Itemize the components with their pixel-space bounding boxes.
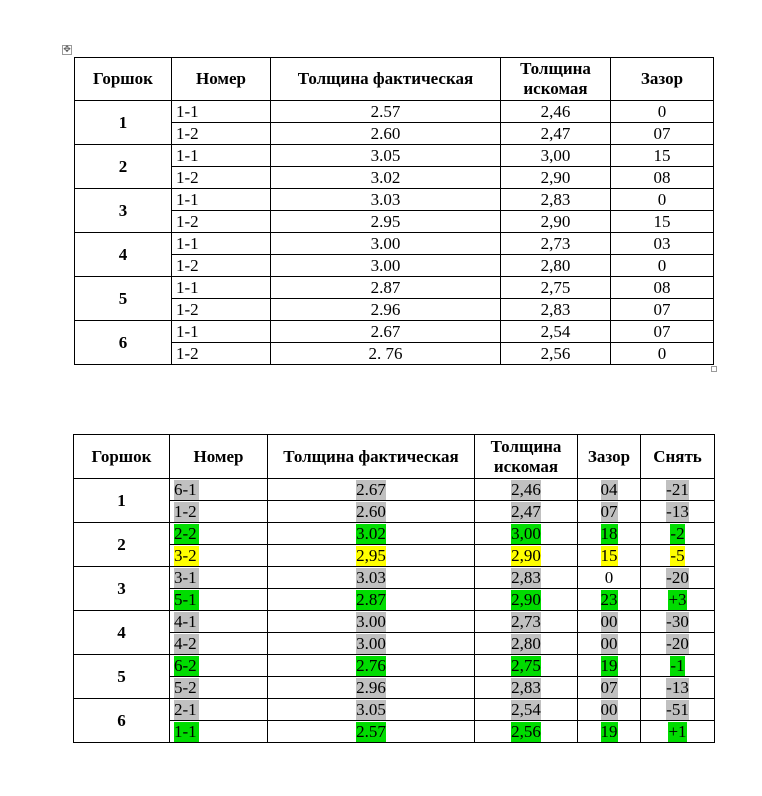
target-thickness: 2,90 — [501, 167, 611, 189]
table-row — [74, 699, 715, 721]
target-thickness: 2,46 — [501, 101, 611, 123]
gap-value: 15 — [611, 145, 714, 167]
gap-value-cell — [578, 721, 641, 743]
piece-number-cell — [170, 611, 268, 633]
table-resize-handle[interactable] — [711, 366, 717, 372]
remove-value-cell — [641, 479, 715, 501]
target-thickness: 2,54 — [501, 321, 611, 343]
table-row — [74, 589, 715, 611]
gap-value: 19 — [600, 721, 618, 741]
piece-number: 1-2 — [174, 501, 197, 521]
piece-number: 1-2 — [172, 211, 271, 233]
target-thickness: 2,73 — [511, 611, 541, 631]
actual-thickness: 2.76 — [356, 655, 386, 675]
gap-value: 00 — [600, 699, 618, 719]
remove-value: -21 — [666, 479, 689, 499]
target-thickness: 2,83 — [501, 299, 611, 321]
gap-value-cell — [578, 699, 641, 721]
table-row — [74, 523, 715, 545]
remove-value: -20 — [666, 567, 689, 587]
gap-value: 04 — [600, 479, 618, 499]
gap-value: 23 — [600, 589, 618, 609]
piece-number: 1-2 — [172, 123, 271, 145]
remove-value-cell — [641, 677, 715, 699]
remove-value-cell — [641, 721, 715, 743]
table-row — [75, 277, 714, 299]
target-thickness: 2,90 — [511, 589, 541, 609]
actual-thickness: 2.67 — [356, 479, 386, 499]
header-number: Номер — [172, 58, 271, 101]
piece-number: 5-1 — [174, 589, 197, 609]
remove-value-cell — [641, 633, 715, 655]
remove-value-cell — [641, 699, 715, 721]
piece-number-cell — [170, 545, 268, 567]
actual-thickness: 3.03 — [271, 189, 501, 211]
target-thickness-cell — [475, 479, 578, 501]
actual-thickness: 3.00 — [271, 233, 501, 255]
piece-number: 1-1 — [172, 277, 271, 299]
gap-value-cell — [578, 677, 641, 699]
table-row — [74, 501, 715, 523]
actual-thickness: 2.95 — [271, 211, 501, 233]
header-gap: Зазор — [578, 435, 641, 479]
gap-value: 07 — [600, 501, 618, 521]
piece-number-cell — [170, 677, 268, 699]
actual-thickness: 3.05 — [271, 145, 501, 167]
pot-label: 4 — [74, 611, 170, 655]
header-pot: Горшок — [75, 58, 172, 101]
target-thickness: 2,56 — [501, 343, 611, 365]
target-thickness-cell — [475, 655, 578, 677]
target-thickness: 2,73 — [501, 233, 611, 255]
actual-thickness-cell — [268, 633, 475, 655]
target-thickness-cell — [475, 523, 578, 545]
remove-value-cell — [641, 567, 715, 589]
actual-thickness: 2,95 — [356, 545, 386, 565]
piece-number: 4-1 — [174, 611, 197, 631]
remove-value: +3 — [668, 589, 687, 609]
pot-label: 1 — [75, 101, 172, 145]
table-row — [74, 545, 715, 567]
piece-number: 1-2 — [172, 167, 271, 189]
header-remove: Снять — [641, 435, 715, 479]
actual-thickness-cell — [268, 677, 475, 699]
actual-thickness-cell — [268, 523, 475, 545]
gap-value-cell — [578, 611, 641, 633]
actual-thickness-cell — [268, 721, 475, 743]
piece-number: 3-1 — [174, 567, 197, 587]
actual-thickness: 2.87 — [271, 277, 501, 299]
target-thickness-cell — [475, 677, 578, 699]
target-thickness: 2,75 — [511, 655, 541, 675]
table-row — [75, 145, 714, 167]
header-number: Номер — [170, 435, 268, 479]
table-row — [75, 189, 714, 211]
piece-number: 3-2 — [174, 545, 197, 565]
actual-thickness: 2.60 — [356, 501, 386, 521]
piece-number: 1-2 — [172, 255, 271, 277]
actual-thickness: 2.60 — [271, 123, 501, 145]
pot-label: 6 — [75, 321, 172, 365]
actual-thickness: 2.96 — [356, 677, 386, 697]
target-thickness-cell — [475, 633, 578, 655]
actual-thickness-cell — [268, 501, 475, 523]
target-thickness: 2,90 — [511, 545, 541, 565]
table-row — [74, 655, 715, 677]
remove-value: -1 — [670, 655, 685, 675]
actual-thickness: 3.00 — [356, 633, 386, 653]
gap-value: 0 — [611, 101, 714, 123]
target-thickness: 2,75 — [501, 277, 611, 299]
header-actual-thickness: Толщина фактическая — [271, 58, 501, 101]
remove-value: -5 — [670, 545, 685, 565]
target-thickness: 2,83 — [501, 189, 611, 211]
remove-value-cell — [641, 501, 715, 523]
header-gap: Зазор — [611, 58, 714, 101]
gap-value: 08 — [611, 167, 714, 189]
piece-number: 4-2 — [174, 633, 197, 653]
gap-value-cell — [578, 545, 641, 567]
actual-thickness: 3.03 — [356, 567, 386, 587]
piece-number: 1-2 — [172, 343, 271, 365]
remove-value: -2 — [670, 523, 685, 543]
piece-number: 2-2 — [174, 523, 197, 543]
header-pot: Горшок — [74, 435, 170, 479]
gap-value: 0 — [611, 255, 714, 277]
gap-value-cell — [578, 523, 641, 545]
actual-thickness-cell — [268, 567, 475, 589]
remove-value: +1 — [668, 721, 687, 741]
actual-thickness: 2. 76 — [271, 343, 501, 365]
thickness-table-2 — [73, 434, 715, 743]
remove-value: -13 — [666, 501, 689, 521]
piece-number: 6-2 — [174, 655, 197, 675]
target-thickness: 2,80 — [501, 255, 611, 277]
actual-thickness-cell — [268, 611, 475, 633]
table-row — [75, 321, 714, 343]
target-thickness-cell — [475, 721, 578, 743]
actual-thickness-cell — [268, 655, 475, 677]
piece-number-cell — [170, 633, 268, 655]
piece-number: 1-1 — [172, 321, 271, 343]
piece-number: 1-2 — [172, 299, 271, 321]
actual-thickness-cell — [268, 699, 475, 721]
gap-value-cell — [578, 589, 641, 611]
table-row — [74, 567, 715, 589]
target-thickness: 3,00 — [501, 145, 611, 167]
gap-value: 15 — [611, 211, 714, 233]
remove-value-cell — [641, 611, 715, 633]
table-move-handle-icon[interactable]: ✥ — [63, 45, 71, 55]
piece-number: 2-1 — [174, 699, 197, 719]
piece-number: 1-1 — [172, 189, 271, 211]
remove-value: -20 — [666, 633, 689, 653]
table-row — [74, 479, 715, 501]
target-thickness-cell — [475, 589, 578, 611]
remove-value-cell — [641, 655, 715, 677]
pot-label: 4 — [75, 233, 172, 277]
remove-value-cell — [641, 589, 715, 611]
target-thickness: 2,80 — [511, 633, 541, 653]
gap-value: 07 — [611, 299, 714, 321]
actual-thickness: 2.87 — [356, 589, 386, 609]
thickness-table-1 — [74, 57, 714, 365]
table-row — [74, 677, 715, 699]
pot-label: 5 — [75, 277, 172, 321]
target-thickness-cell — [475, 545, 578, 567]
pot-label: 6 — [74, 699, 170, 743]
piece-number: 1-1 — [174, 721, 197, 741]
piece-number-cell — [170, 655, 268, 677]
actual-thickness: 2.57 — [356, 721, 386, 741]
gap-value-cell — [578, 655, 641, 677]
target-thickness: 2,90 — [501, 211, 611, 233]
table-row — [74, 721, 715, 743]
target-thickness-cell — [475, 611, 578, 633]
gap-value: 19 — [600, 655, 618, 675]
piece-number-cell — [170, 479, 268, 501]
pot-label: 2 — [74, 523, 170, 567]
remove-value: -30 — [666, 611, 689, 631]
gap-value: 07 — [600, 677, 618, 697]
target-thickness: 2,47 — [511, 501, 541, 521]
remove-value-cell — [641, 545, 715, 567]
gap-value: 03 — [611, 233, 714, 255]
gap-value: 08 — [611, 277, 714, 299]
piece-number: 1-1 — [172, 145, 271, 167]
actual-thickness: 2.96 — [271, 299, 501, 321]
piece-number-cell — [170, 567, 268, 589]
piece-number: 1-1 — [172, 101, 271, 123]
gap-value: 0 — [611, 343, 714, 365]
piece-number: 5-2 — [174, 677, 197, 697]
target-thickness: 2,54 — [511, 699, 541, 719]
actual-thickness: 3.02 — [271, 167, 501, 189]
piece-number-cell — [170, 721, 268, 743]
gap-value: 0 — [578, 567, 641, 589]
target-thickness: 2,46 — [511, 479, 541, 499]
target-thickness: 2,83 — [511, 677, 541, 697]
piece-number-cell — [170, 699, 268, 721]
table-row — [74, 611, 715, 633]
piece-number-cell — [170, 523, 268, 545]
piece-number: 6-1 — [174, 479, 197, 499]
gap-value: 07 — [611, 123, 714, 145]
target-thickness: 2,83 — [511, 567, 541, 587]
remove-value: -13 — [666, 677, 689, 697]
table-row — [74, 633, 715, 655]
pot-label: 2 — [75, 145, 172, 189]
actual-thickness: 2.67 — [271, 321, 501, 343]
target-thickness-cell — [475, 501, 578, 523]
gap-value: 18 — [600, 523, 618, 543]
target-thickness: 3,00 — [511, 523, 541, 543]
actual-thickness: 3.00 — [271, 255, 501, 277]
actual-thickness-cell — [268, 545, 475, 567]
header-target-thickness: Толщина искомая — [501, 58, 611, 101]
actual-thickness: 3.02 — [356, 523, 386, 543]
piece-number-cell — [170, 501, 268, 523]
target-thickness-cell — [475, 699, 578, 721]
piece-number-cell — [170, 589, 268, 611]
remove-value: -51 — [666, 699, 689, 719]
gap-value-cell — [578, 479, 641, 501]
pot-label: 3 — [75, 189, 172, 233]
remove-value-cell — [641, 523, 715, 545]
actual-thickness: 3.00 — [356, 611, 386, 631]
gap-value: 15 — [600, 545, 618, 565]
table-row — [75, 101, 714, 123]
actual-thickness-cell — [268, 589, 475, 611]
target-thickness-cell — [475, 567, 578, 589]
target-thickness: 2,47 — [501, 123, 611, 145]
actual-thickness: 2.57 — [271, 101, 501, 123]
gap-value-cell — [578, 501, 641, 523]
table-row — [75, 233, 714, 255]
pot-label: 5 — [74, 655, 170, 699]
gap-value: 00 — [600, 611, 618, 631]
header-target-thickness: Толщина искомая — [475, 435, 578, 479]
gap-value: 07 — [611, 321, 714, 343]
header-actual-thickness: Толщина фактическая — [268, 435, 475, 479]
target-thickness: 2,56 — [511, 721, 541, 741]
gap-value: 00 — [600, 633, 618, 653]
piece-number: 1-1 — [172, 233, 271, 255]
gap-value: 0 — [611, 189, 714, 211]
actual-thickness-cell — [268, 479, 475, 501]
gap-value-cell — [578, 633, 641, 655]
pot-label: 3 — [74, 567, 170, 611]
actual-thickness: 3.05 — [356, 699, 386, 719]
pot-label: 1 — [74, 479, 170, 523]
